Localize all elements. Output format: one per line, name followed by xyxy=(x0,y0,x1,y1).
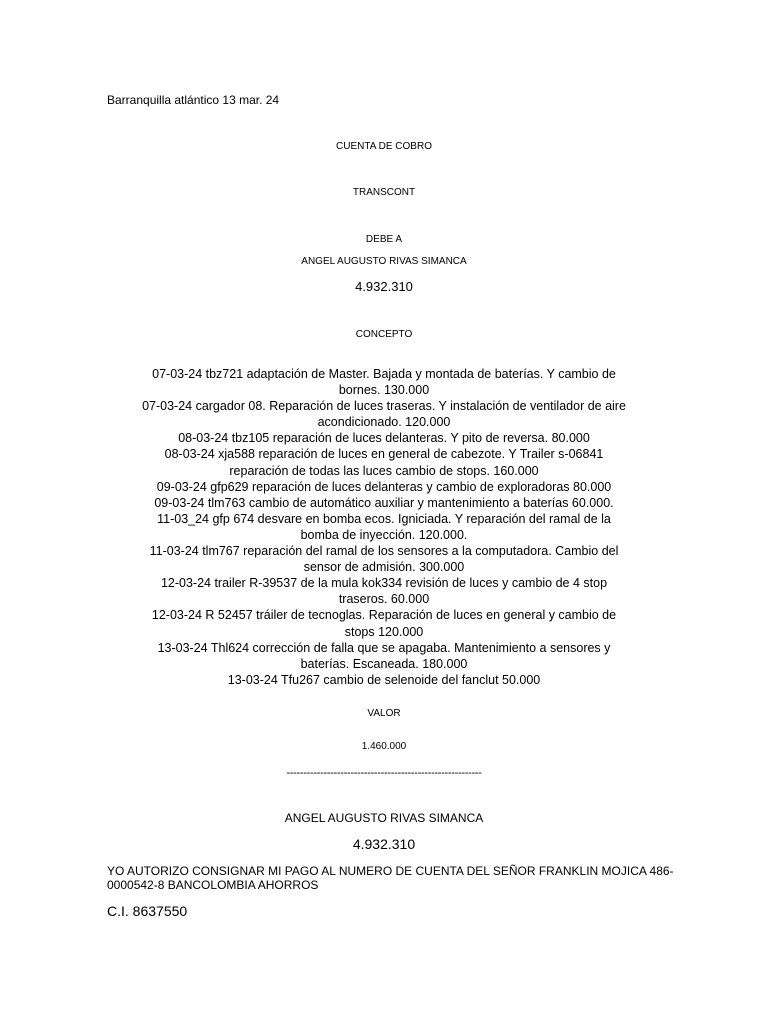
list-item: 13-03-24 Tfu267 cambio de selenoide del fanclut 50.000 xyxy=(227,672,541,687)
company-name: TRANSCONT xyxy=(352,187,416,198)
signature-line: ---------------------------------------------------------- xyxy=(286,767,482,779)
list-item: 07-03-24 tbz721 adaptación de Master. Bajada y montada de baterías. Y cambio de bornes. 130.000 xyxy=(152,367,616,398)
place-date: Barranquilla atlántico 13 mar. 24 xyxy=(107,93,280,107)
authorization-line-1: YO AUTORIZO CONSIGNAR MI PAGO AL NUMERO DE CUENTA DEL SEÑOR FRANKLIN MOJICA 486- xyxy=(107,864,674,878)
value-amount: 1.460.000 xyxy=(361,741,407,752)
list-item: 11-03_24 gfp 674 desvare en bomba ecos. Igniciada. Y reparación del ramal de la bomba de inyección. 120.000. xyxy=(157,511,611,542)
creditor-name: ANGEL AUGUSTO RIVAS SIMANCA xyxy=(301,256,467,267)
list-item: 11-03-24 tlm767 reparación del ramal de los sensores a la computadora. Cambio del sensor de admisión. 300.000 xyxy=(149,544,619,575)
owes-label: DEBE A xyxy=(365,234,403,245)
signature-amount: 4.932.310 xyxy=(352,836,416,852)
list-item: 07-03-24 cargador 08. Reparación de luces traseras. Y instalación de ventilador de aire acondicionado. 120.000 xyxy=(142,399,626,430)
list-item: 12-03-24 trailer R-39537 de la mula kok334 revisión de luces y cambio de 4 stop traseros. 60.000 xyxy=(160,576,608,607)
list-item: 09-03-24 gfp629 reparación de luces delanteras y cambio de exploradoras 80.000 xyxy=(156,479,612,494)
value-label: VALOR xyxy=(367,708,401,719)
list-item: 08-03-24 tbz105 reparación de luces delanteras. Y pito de reversa. 80.000 xyxy=(178,431,590,446)
signature-name: ANGEL AUGUSTO RIVAS SIMANCA xyxy=(284,811,484,825)
list-item: 09-03-24 tlm763 cambio de automático auxiliar y mantenimiento a baterías 60.000. xyxy=(154,495,614,510)
list-item: 12-03-24 R 52457 tráiler de tecnoglas. Reparación de luces en general y cambio de stops 120.000 xyxy=(151,608,617,639)
document-title: CUENTA DE COBRO xyxy=(336,141,432,152)
concept-label: CONCEPTO xyxy=(355,329,413,340)
list-item: 08-03-24 xja588 reparación de luces en general de cabezote. Y Trailer s-06841 reparación de todas las luces cambio de stops. 160.000 xyxy=(164,447,604,478)
authorization-line-2: 0000542-8 BANCOLOMBIA AHORROS xyxy=(107,878,319,892)
concept-list xyxy=(140,366,628,688)
list-item: 13-03-24 Thl624 corrección de falla que se apagaba. Mantenimiento a sensores y baterías. Escaneada. 180.000 xyxy=(157,640,611,671)
id-number: C.I. 8637550 xyxy=(107,903,188,919)
total-amount: 4.932.310 xyxy=(355,279,413,294)
